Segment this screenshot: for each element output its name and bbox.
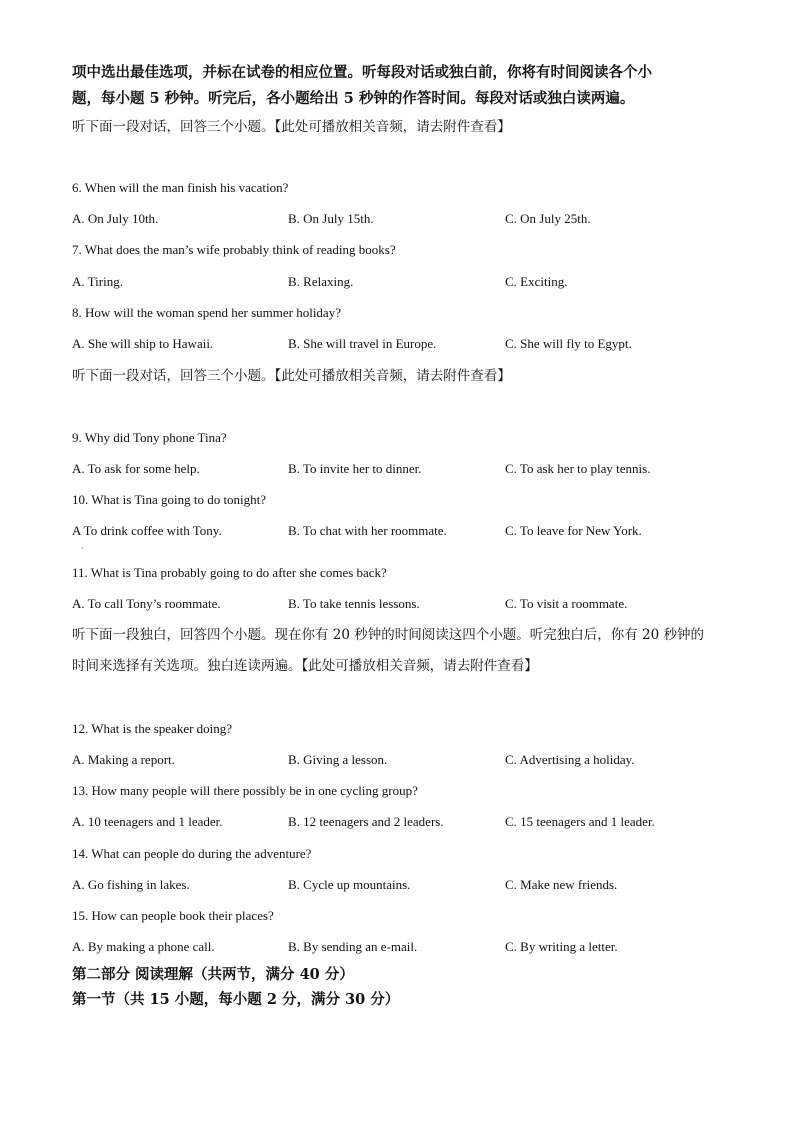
option-10c: C. To leave for New York. bbox=[505, 523, 642, 538]
question-12: 12. What is the speaker doing? bbox=[72, 721, 233, 736]
option-9a: A. To ask for some help. bbox=[72, 461, 200, 476]
option-7a: A. Tiring. bbox=[72, 274, 123, 289]
question-13: 13. How many people will there possibly be in one cycling group? bbox=[72, 783, 418, 798]
option-15a: A. By making a phone call. bbox=[72, 939, 215, 954]
listening-intro-line-1: 项中选出最佳选项，并标在试卷的相应位置。听每段对话或独白前，你将有时间阅读各个小 bbox=[72, 64, 652, 81]
option-9b: B. To invite her to dinner. bbox=[288, 461, 422, 476]
question-11: 11. What is Tina probably going to do after she comes back? bbox=[72, 565, 387, 580]
option-10a: A To drink coffee with Tony. bbox=[72, 523, 222, 538]
option-13c: C. 15 teenagers and 1 leader. bbox=[505, 814, 655, 829]
option-12c: C. Advertising a holiday. bbox=[505, 752, 635, 767]
option-8a: A. She will ship to Hawaii. bbox=[72, 336, 214, 351]
question-15: 15. How can people book their places? bbox=[72, 908, 274, 923]
option-9c: C. To ask her to play tennis. bbox=[505, 461, 651, 476]
option-6a: A. On July 10th. bbox=[72, 211, 159, 226]
option-7b: B. Relaxing. bbox=[288, 274, 354, 289]
option-15c: C. By writing a letter. bbox=[505, 939, 618, 954]
option-14a: A. Go fishing in lakes. bbox=[72, 877, 190, 892]
question-7: 7. What does the man’s wife probably think of reading books? bbox=[72, 242, 396, 257]
option-12a: A. Making a report. bbox=[72, 752, 175, 767]
part2-heading: 第二部分 阅读理解（共两节，满分 40 分） bbox=[72, 966, 354, 983]
question-9: 9. Why did Tony phone Tina? bbox=[72, 430, 227, 445]
monologue-instruction-line-1: 听下面一段独白，回答四个小题。现在你有 20 秒钟的时间阅读这四个小题。听完独白后，你有 20 秒钟的 bbox=[72, 627, 705, 643]
stray-mark: · bbox=[81, 544, 84, 553]
option-14b: B. Cycle up mountains. bbox=[288, 877, 411, 892]
section1-heading: 第一节（共 15 小题，每小题 2 分，满分 30 分） bbox=[72, 991, 400, 1008]
option-6b: B. On July 15th. bbox=[288, 211, 374, 226]
listening-intro-line-2: 题，每小题 5 秒钟。听完后，各小题给出 5 秒钟的作答时间。每段对话或独白读两遍。 bbox=[72, 90, 635, 107]
question-6: 6. When will the man finish his vacation? bbox=[72, 180, 289, 195]
dialog-instruction-1: 听下面一段对话，回答三个小题。【此处可播放相关音频，请去附件查看】 bbox=[72, 119, 511, 135]
question-14: 14. What can people do during the adventure? bbox=[72, 846, 312, 861]
option-10b: B. To chat with her roommate. bbox=[288, 523, 447, 538]
option-13a: A. 10 teenagers and 1 leader. bbox=[72, 814, 223, 829]
option-11c: C. To visit a roommate. bbox=[505, 596, 628, 611]
option-11a: A. To call Tony’s roommate. bbox=[72, 596, 221, 611]
option-8c: C. She will fly to Egypt. bbox=[505, 336, 632, 351]
option-6c: C. On July 25th. bbox=[505, 211, 591, 226]
option-13b: B. 12 teenagers and 2 leaders. bbox=[288, 814, 444, 829]
option-14c: C. Make new friends. bbox=[505, 877, 618, 892]
question-10: 10. What is Tina going to do tonight? bbox=[72, 492, 267, 507]
option-8b: B. She will travel in Europe. bbox=[288, 336, 437, 351]
option-12b: B. Giving a lesson. bbox=[288, 752, 388, 767]
monologue-instruction-line-2: 时间来选择有关选项。独白连读两遍。【此处可播放相关音频，请去附件查看】 bbox=[72, 658, 538, 674]
dialog-instruction-2: 听下面一段对话，回答三个小题。【此处可播放相关音频，请去附件查看】 bbox=[72, 368, 511, 384]
option-15b: B. By sending an e-mail. bbox=[288, 939, 418, 954]
option-11b: B. To take tennis lessons. bbox=[288, 596, 420, 611]
option-7c: C. Exciting. bbox=[505, 274, 568, 289]
question-8: 8. How will the woman spend her summer holiday? bbox=[72, 305, 341, 320]
